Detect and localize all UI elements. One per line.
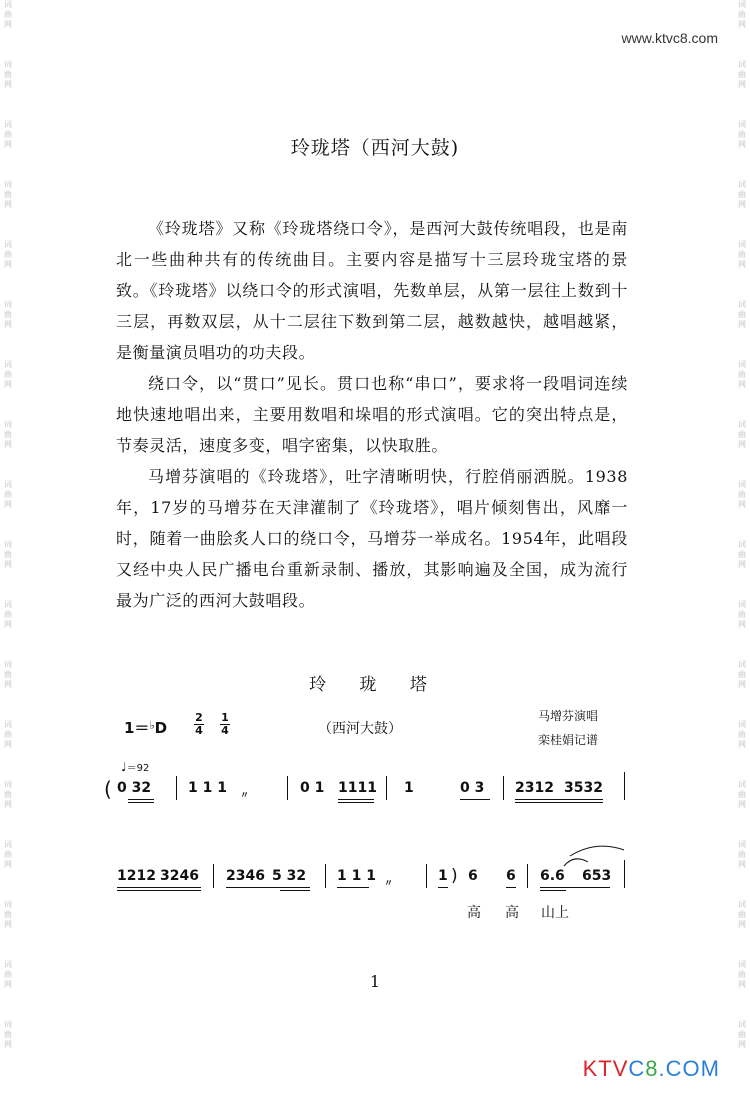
paragraph: 马增芬演唱的《玲珑塔》，吐字清晰明快，行腔俏丽洒脱。1938年，17岁的马增芬在天津灌制了《玲珑塔》，唱片倾刻售出，风靡一时，随着一曲脍炙人口的绕口令，马增芬一举成名。1954年，此唱段又经中央人民广播电台重新录制、播放，其影响遍及全国，成为流行最为广泛的西河大鼓唱段。 — [116, 467, 628, 610]
paragraph: 《玲珑塔》又称《玲珑塔绕口令》，是西河大鼓传统唱段，也是南北一些曲种共有的传统曲目。主要内容是描写十三层玲珑宝塔的景致。《玲珑塔》以绕口令的形式演唱，先数单层，从第一层往上数到十三层，再数双层，从十二层往下数到第二层，越数越快，越唱越紧，是衡量演员唱功的功夫段。 — [116, 219, 628, 362]
watermark-text: 词 曲 网 — [4, 540, 12, 569]
watermark-text: 词 曲 网 — [738, 1020, 746, 1049]
watermark-text: 词 曲 网 — [738, 840, 746, 869]
score-line-2 — [0, 868, 750, 898]
tempo-marking: ♩＝92 — [121, 760, 150, 774]
note-group: 6 — [506, 868, 516, 884]
watermark-text: 词 曲 网 — [4, 420, 12, 449]
open-paren: ( — [104, 777, 112, 801]
site-url[interactable]: www.ktvc8.com — [621, 30, 718, 46]
watermark-text: 词 曲 网 — [738, 240, 746, 269]
lyric-word: 高 — [467, 905, 481, 921]
watermark-text: 词 曲 网 — [4, 600, 12, 629]
ktvc8-logo: KTVC8.COM — [582, 1056, 720, 1081]
watermark-text: 词 曲 网 — [4, 0, 12, 29]
roll-mark: 〃 — [384, 879, 394, 889]
performer-credit: 马增芬演唱 — [538, 709, 599, 723]
page-number: 1 — [369, 972, 381, 991]
score-line-1 — [0, 777, 750, 810]
watermark-text: 词 曲 网 — [738, 960, 746, 989]
score-title: 玲 珑 塔 — [309, 675, 441, 695]
watermark-text: 词 曲 网 — [4, 360, 12, 389]
watermark-text: 词 曲 网 — [738, 540, 746, 569]
watermark-text: 词 曲 网 — [738, 480, 746, 509]
time-signature-1-4: 1 4 — [221, 711, 229, 737]
note-group: 1 1 1 — [188, 780, 227, 796]
watermark-text: 词 曲 网 — [4, 780, 12, 809]
article-body — [116, 213, 628, 616]
note-group: 3532 — [564, 780, 603, 796]
note-group: 2346 — [226, 868, 265, 884]
watermark-text: 词 曲 网 — [4, 660, 12, 689]
watermark-text: 词 曲 网 — [738, 660, 746, 689]
slur-marks — [560, 846, 630, 868]
note-group: 1 — [404, 780, 414, 796]
note-group: 2312 — [515, 780, 554, 796]
watermark-text: 词 曲 网 — [4, 60, 12, 89]
key-prefix: 1＝ — [124, 719, 150, 737]
flat-sign: ♭ — [149, 719, 155, 732]
note-group: 3246 — [160, 868, 199, 884]
watermark-text: 词 曲 网 — [738, 600, 746, 629]
watermark-text: 词 曲 网 — [738, 420, 746, 449]
note-group: 1212 — [117, 868, 156, 884]
transcriber-credit: 栾桂娟记谱 — [538, 733, 599, 747]
paragraph: 绕口令，以“贯口”见长。贯口也称“串口”，要求将一段唱词连续地快速地唱出来，主要用数唱和垛唱的形式演唱。它的突出特点是，节奏灵活，速度多变，唱字密集，以快取胜。 — [116, 374, 628, 455]
watermark-text: 词 曲 网 — [4, 960, 12, 989]
note-group: 1 1 1 — [337, 868, 376, 884]
roll-mark: 〃 — [240, 791, 250, 801]
watermark-text: 词 曲 网 — [4, 240, 12, 269]
watermark-text: 词 曲 网 — [4, 1020, 12, 1049]
close-paren: ) — [451, 866, 458, 886]
watermark-text: 词 曲 网 — [738, 780, 746, 809]
score-genre: （西河大鼓） — [318, 721, 402, 737]
watermark-text: 词 曲 网 — [738, 60, 746, 89]
watermark-text: 词 曲 网 — [738, 300, 746, 329]
watermark-text: 词 曲 网 — [4, 840, 12, 869]
watermark-text: 词 曲 网 — [738, 360, 746, 389]
lyric-word: 山上 — [541, 905, 569, 921]
watermark-text: 词 曲 网 — [4, 120, 12, 149]
watermark-text: 词 曲 网 — [738, 720, 746, 749]
watermark-text: 词 曲 网 — [738, 900, 746, 929]
lyric-word: 高 — [505, 905, 519, 921]
note-group: 0 32 — [117, 780, 152, 796]
quarter-note-icon: ♩ — [121, 760, 127, 774]
note-group: 653 — [582, 868, 612, 884]
key-signature — [124, 717, 167, 738]
note-group: 0 1 — [300, 780, 325, 796]
watermark-text: 词 曲 网 — [738, 120, 746, 149]
time-signature-2-4: 2 4 — [195, 711, 203, 737]
watermark-text: 词 曲 网 — [4, 480, 12, 509]
note-group: 6.6 — [540, 868, 565, 884]
watermark-text: 词 曲 网 — [4, 300, 12, 329]
note-group: 5 32 — [272, 868, 307, 884]
note-group: 1 — [438, 868, 448, 884]
watermark-text: 词 曲 网 — [4, 720, 12, 749]
watermark-text: 词 曲 网 — [738, 180, 746, 209]
left-watermark-strip — [2, 0, 14, 1106]
article-title: 玲珑塔（西河大鼓) — [290, 137, 460, 159]
watermark-text: 词 曲 网 — [4, 180, 12, 209]
note-group: 0 3 — [460, 780, 485, 796]
watermark-text: 词 曲 网 — [4, 900, 12, 929]
note-group: 6 — [468, 868, 478, 884]
note-group: 1111 — [338, 780, 377, 796]
right-watermark-strip — [736, 0, 748, 1106]
watermark-text: 词 曲 网 — [738, 0, 746, 29]
key-note: D — [154, 719, 168, 737]
